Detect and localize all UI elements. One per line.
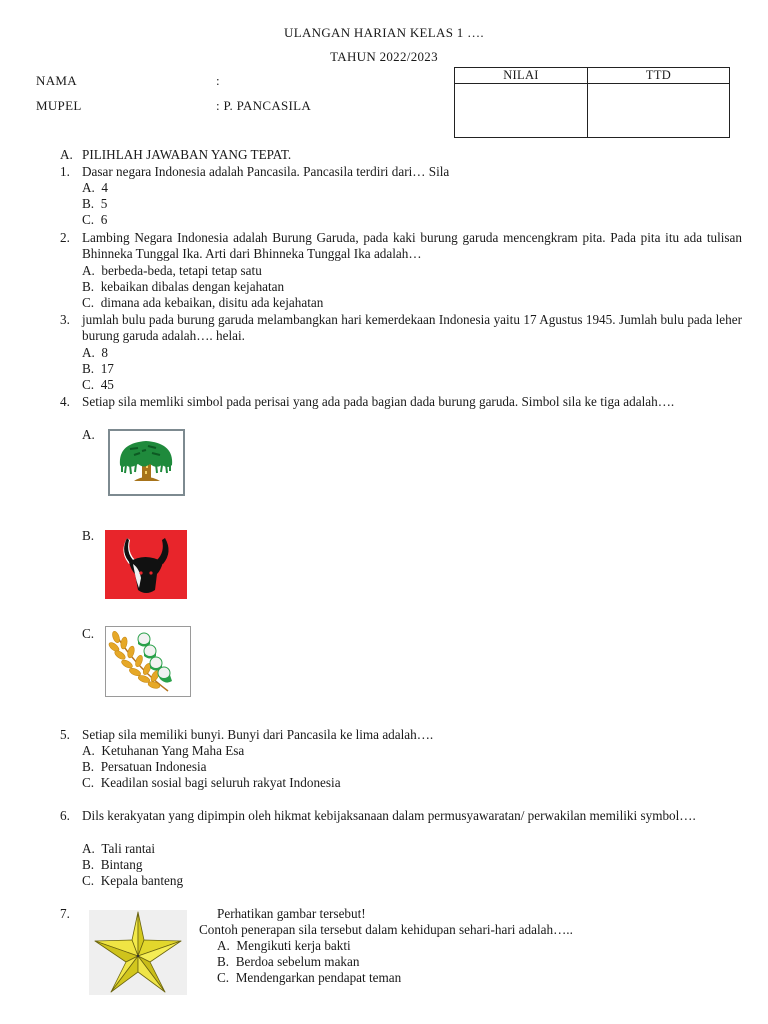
option-letter: C.: [82, 212, 95, 227]
subject-label: MUPEL: [36, 98, 82, 113]
question-number: 3.: [60, 312, 70, 327]
option-c[interactable]: [82, 295, 323, 311]
gold-star-icon: [89, 910, 187, 995]
signature-column: [588, 68, 729, 137]
option-a[interactable]: [82, 841, 155, 857]
score-header: NILAI: [455, 68, 587, 84]
option-a-letter[interactable]: A.: [82, 427, 95, 442]
option-text: 8: [101, 345, 109, 360]
option-text: 45: [100, 377, 114, 392]
option-a[interactable]: [82, 743, 244, 759]
score-table: [454, 67, 730, 138]
option-text: Persatuan Indonesia: [100, 759, 207, 774]
signature-header: TTD: [588, 68, 729, 84]
option-text: Tali rantai: [101, 841, 156, 856]
question-text: Lambing Negara Indonesia adalah Burung Garuda, pada kaki burung garuda mencengkram pita. Pada pita itu ada tulisan Bhinneka Tunggal Ika. Arti dari Bhinneka Tunggal Ika adalah…: [82, 230, 742, 261]
section-marker: A.: [60, 147, 73, 162]
question-text: Contoh penerapan sila tersebut dalam kehidupan sehari-hari adalah…..: [199, 922, 573, 937]
option-c-letter[interactable]: C.: [82, 626, 95, 641]
option-text: berbeda-beda, tetapi tetap satu: [101, 263, 262, 278]
subject-value: : P. PANCASILA: [216, 98, 312, 113]
option-letter: A.: [217, 938, 230, 953]
option-b-letter[interactable]: B.: [82, 528, 95, 543]
option-letter: A.: [82, 743, 95, 758]
question-text: Setiap sila memliki simbol pada perisai yang ada pada bagian dada burung garuda. Simbol sila ke tiga adalah….: [82, 394, 675, 409]
option-text: Kepala banteng: [100, 873, 184, 888]
question-number: 7.: [60, 906, 70, 921]
question-text: Setiap sila memiliki bunyi. Bunyi dari Pancasila ke lima adalah….: [82, 727, 434, 742]
option-letter: A.: [82, 263, 95, 278]
option-letter: C.: [82, 377, 95, 392]
option-letter: B.: [82, 196, 95, 211]
question-number: 1.: [60, 164, 70, 179]
option-c[interactable]: [82, 212, 107, 228]
option-text: 4: [101, 180, 109, 195]
option-text: kebaikan dibalas dengan kejahatan: [100, 279, 285, 294]
question-text: Dasar negara Indonesia adalah Pancasila. Pancasila terdiri dari… Sila: [82, 164, 450, 179]
option-text: Bintang: [100, 857, 143, 872]
option-b[interactable]: [82, 361, 114, 377]
score-column: [455, 68, 588, 137]
option-text: Mendengarkan pendapat teman: [235, 970, 402, 985]
option-letter: C.: [82, 295, 95, 310]
option-c[interactable]: [82, 377, 114, 393]
option-text: Berdoa sebelum makan: [235, 954, 360, 969]
rice-cotton-icon[interactable]: [105, 626, 191, 697]
option-a[interactable]: [82, 263, 262, 279]
banyan-tree-icon[interactable]: [108, 429, 185, 496]
option-a[interactable]: [82, 180, 108, 196]
question-number: 5.: [60, 727, 70, 742]
bull-head-icon[interactable]: [105, 530, 187, 599]
option-text: Keadilan sosial bagi seluruh rakyat Indonesia: [100, 775, 341, 790]
option-letter: C.: [82, 873, 95, 888]
option-text: Ketuhanan Yang Maha Esa: [101, 743, 245, 758]
question-number: 6.: [60, 808, 70, 823]
option-text: 6: [100, 212, 108, 227]
option-letter: A.: [82, 345, 95, 360]
option-letter: B.: [82, 279, 95, 294]
option-letter: B.: [82, 361, 95, 376]
question-number: 4.: [60, 394, 70, 409]
option-a[interactable]: [82, 345, 108, 361]
exam-year: TAHUN 2022/2023: [330, 49, 438, 64]
question-intro: Perhatikan gambar tersebut!: [217, 906, 366, 921]
score-cell[interactable]: [455, 84, 587, 137]
option-text: 5: [100, 196, 108, 211]
name-label: NAMA: [36, 73, 77, 88]
option-letter: B.: [82, 857, 95, 872]
name-value[interactable]: :: [216, 73, 220, 88]
option-letter: A.: [82, 180, 95, 195]
option-text: 17: [100, 361, 114, 376]
option-a[interactable]: [217, 938, 351, 954]
option-text: dimana ada kebaikan, disitu ada kejahatan: [100, 295, 324, 310]
question-text: jumlah bulu pada burung garuda melambangkan hari kemerdekaan Indonesia yaitu 17 Agustus 1945. Jumlah bulu pada leher burung garuda adalah…. helai.: [82, 312, 742, 343]
option-b[interactable]: [82, 196, 107, 212]
option-letter: C.: [82, 775, 95, 790]
option-text: Mengikuti kerja bakti: [236, 938, 351, 953]
option-letter: A.: [82, 841, 95, 856]
option-b[interactable]: [82, 279, 284, 295]
signature-cell[interactable]: [588, 84, 729, 137]
option-b[interactable]: [82, 759, 207, 775]
option-letter: B.: [82, 759, 95, 774]
option-letter: B.: [217, 954, 230, 969]
question-text: Dils kerakyatan yang dipimpin oleh hikmat kebijaksanaan dalam permusyawaratan/ perwakilan memiliki symbol….: [82, 808, 696, 823]
option-b[interactable]: [217, 954, 359, 970]
option-c[interactable]: [82, 873, 183, 889]
section-title: PILIHLAH JAWABAN YANG TEPAT.: [82, 147, 292, 162]
option-letter: C.: [217, 970, 230, 985]
exam-title: ULANGAN HARIAN KELAS 1 ….: [284, 25, 484, 40]
option-b[interactable]: [82, 857, 142, 873]
option-c[interactable]: [82, 775, 341, 791]
question-number: 2.: [60, 230, 70, 245]
option-c[interactable]: [217, 970, 401, 986]
